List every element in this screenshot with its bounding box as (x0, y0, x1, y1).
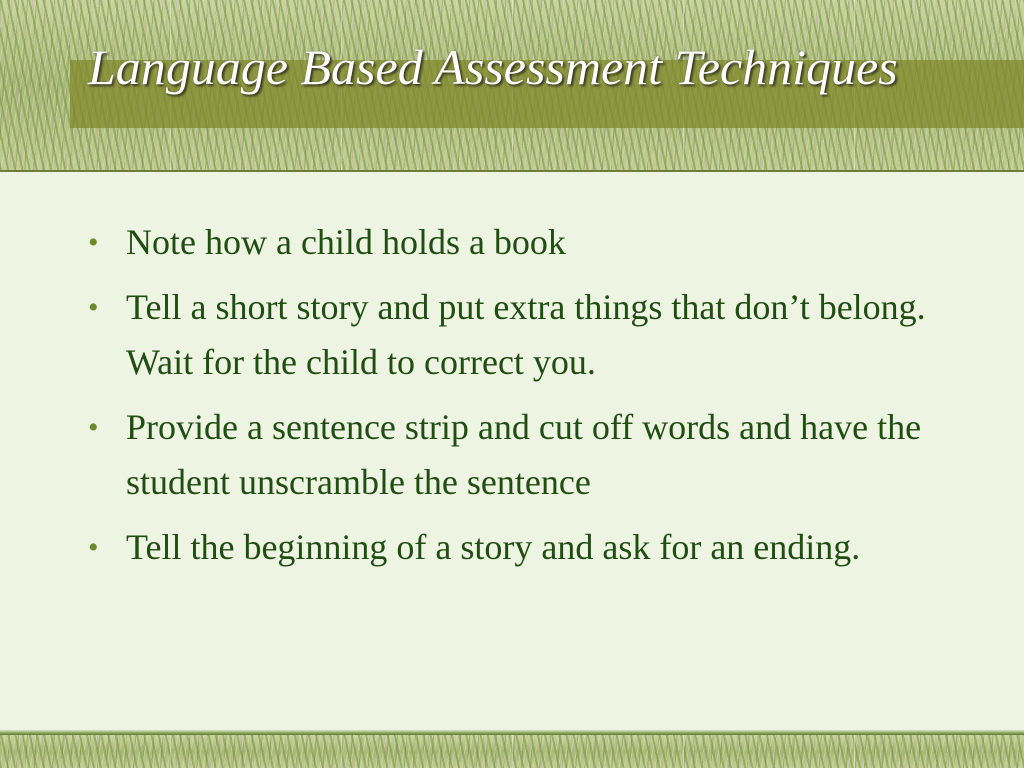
bullet-icon: • (88, 531, 99, 564)
slide-body (80, 215, 940, 585)
bullet-list (80, 215, 940, 575)
texture-seam (341, 735, 342, 768)
bullet-text: Tell the beginning of a story and ask for an ending. (126, 527, 861, 567)
list-item (80, 215, 940, 270)
bullet-icon: • (88, 411, 99, 444)
bullet-text: Provide a sentence strip and cut off words and have the student unscramble the sentence (126, 407, 922, 502)
list-item (80, 280, 940, 390)
texture-seam (854, 735, 855, 768)
list-item (80, 400, 940, 510)
bullet-text: Tell a short story and put extra things that don’t belong. Wait for the child to correct you. (126, 287, 926, 382)
texture-seam (170, 735, 171, 768)
footer-grass-background (0, 735, 1024, 768)
bullet-icon: • (88, 291, 99, 324)
texture-seam (512, 735, 513, 768)
list-item (80, 520, 940, 575)
bullet-icon: • (88, 226, 99, 259)
texture-seam (683, 735, 684, 768)
bullet-text: Note how a child holds a book (126, 222, 566, 262)
header-divider (0, 170, 1024, 172)
slide-title: Language Based Assessment Techniques (88, 39, 898, 95)
